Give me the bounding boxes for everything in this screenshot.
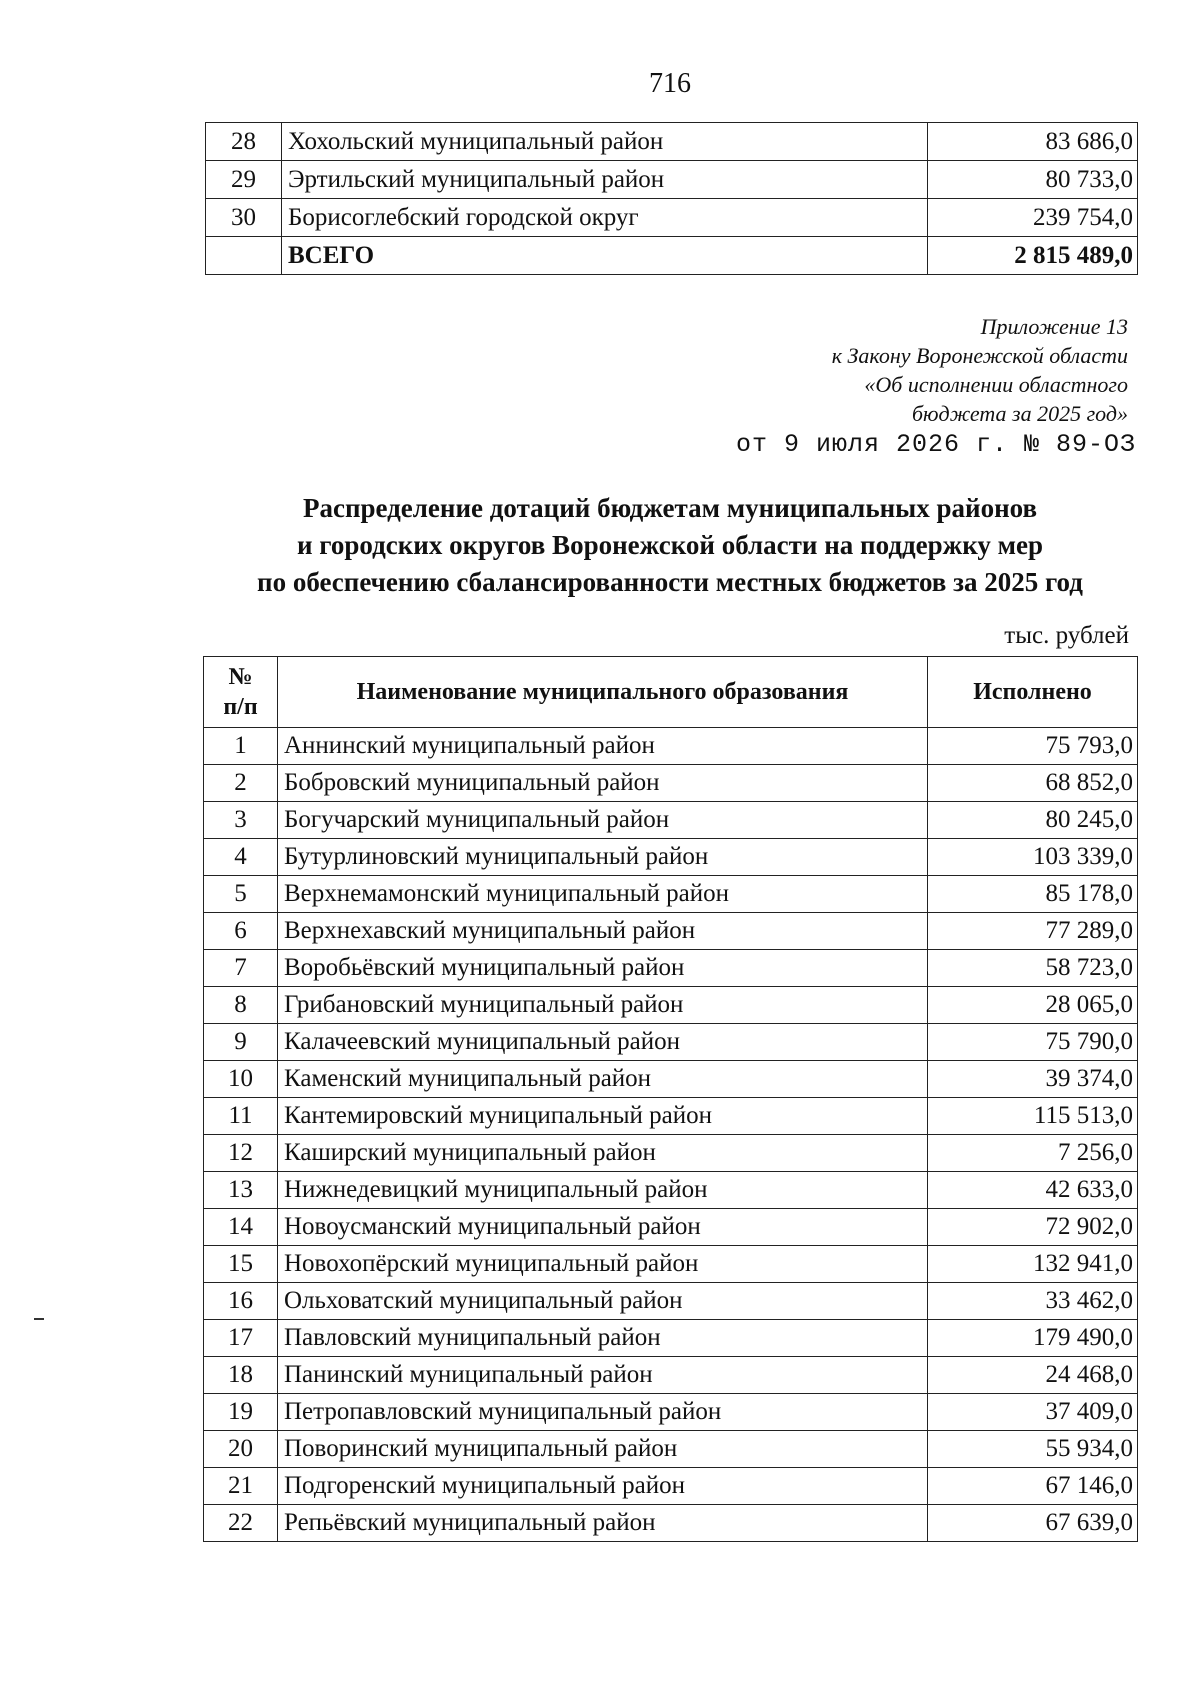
row-number: 17 xyxy=(204,1320,278,1357)
table-row xyxy=(204,1172,1138,1209)
appendix-line: к Закону Воронежской области xyxy=(831,343,1128,368)
table-row xyxy=(204,987,1138,1024)
row-name: Аннинский муниципальный район xyxy=(278,728,928,765)
margin-mark xyxy=(34,1318,44,1320)
total-row xyxy=(206,237,1138,275)
table-row xyxy=(204,1357,1138,1394)
table-row xyxy=(204,1135,1138,1172)
row-name: Панинский муниципальный район xyxy=(278,1357,928,1394)
decree-stamp: от 9 июля 2026 г. № 89-ОЗ xyxy=(735,430,1136,459)
table-row xyxy=(204,728,1138,765)
table-row xyxy=(204,1431,1138,1468)
row-number: 1 xyxy=(204,728,278,765)
row-name: Грибановский муниципальный район xyxy=(278,987,928,1024)
row-value: 83 686,0 xyxy=(928,123,1138,161)
row-name: Богучарский муниципальный район xyxy=(278,802,928,839)
row-value: 37 409,0 xyxy=(928,1394,1138,1431)
header-num xyxy=(204,657,278,728)
row-name: Бобровский муниципальный район xyxy=(278,765,928,802)
row-number: 9 xyxy=(204,1024,278,1061)
table-header-row xyxy=(204,657,1138,728)
row-value: 28 065,0 xyxy=(928,987,1138,1024)
row-name: Каменский муниципальный район xyxy=(278,1061,928,1098)
row-value: 80 733,0 xyxy=(928,161,1138,199)
row-name: Репьёвский муниципальный район xyxy=(278,1505,928,1542)
row-value: 67 146,0 xyxy=(928,1468,1138,1505)
appendix-note xyxy=(832,312,1128,428)
title-line: по обеспечению сбалансированности местных бюджетов за 2025 год xyxy=(257,567,1083,597)
table-row xyxy=(204,1209,1138,1246)
row-name: Бутурлиновский муниципальный район xyxy=(278,839,928,876)
row-number: 29 xyxy=(206,161,282,199)
row-number: 3 xyxy=(204,802,278,839)
row-number: 20 xyxy=(204,1431,278,1468)
continued-table xyxy=(205,122,1138,275)
row-number: 5 xyxy=(204,876,278,913)
row-name: Верхнехавский муниципальный район xyxy=(278,913,928,950)
title-line: и городских округов Воронежской области на поддержку мер xyxy=(296,530,1044,560)
row-number: 8 xyxy=(204,987,278,1024)
page-number: 716 xyxy=(649,68,691,99)
table-row xyxy=(204,1320,1138,1357)
row-name: Калачеевский муниципальный район xyxy=(278,1024,928,1061)
total-value: 2 815 489,0 xyxy=(928,237,1138,275)
table-row xyxy=(204,1024,1138,1061)
row-value: 39 374,0 xyxy=(928,1061,1138,1098)
appendix-line: «Об исполнении областного xyxy=(864,372,1128,397)
subsidy-table-body xyxy=(204,728,1138,1542)
row-number: 30 xyxy=(206,199,282,237)
table-row xyxy=(204,1246,1138,1283)
subsidy-table xyxy=(203,656,1138,1542)
row-name: Новоусманский муниципальный район xyxy=(278,1209,928,1246)
row-name: Петропавловский муниципальный район xyxy=(278,1394,928,1431)
row-value: 42 633,0 xyxy=(928,1172,1138,1209)
row-name: Кантемировский муниципальный район xyxy=(278,1098,928,1135)
row-number: 4 xyxy=(204,839,278,876)
row-name: Нижнедевицкий муниципальный район xyxy=(278,1172,928,1209)
row-value: 115 513,0 xyxy=(928,1098,1138,1135)
row-value: 33 462,0 xyxy=(928,1283,1138,1320)
row-number: 15 xyxy=(204,1246,278,1283)
row-value: 67 639,0 xyxy=(928,1505,1138,1542)
row-number: 6 xyxy=(204,913,278,950)
table-row xyxy=(204,950,1138,987)
total-label: ВСЕГО xyxy=(282,237,928,275)
row-name: Подгоренский муниципальный район xyxy=(278,1468,928,1505)
row-value: 68 852,0 xyxy=(928,765,1138,802)
appendix-line: бюджета за 2025 год» xyxy=(911,401,1128,426)
table-row xyxy=(204,765,1138,802)
row-value: 77 289,0 xyxy=(928,913,1138,950)
row-value: 132 941,0 xyxy=(928,1246,1138,1283)
table-row xyxy=(204,1098,1138,1135)
row-number: 10 xyxy=(204,1061,278,1098)
row-number: 14 xyxy=(204,1209,278,1246)
row-name: Воробьёвский муниципальный район xyxy=(278,950,928,987)
row-number: 18 xyxy=(204,1357,278,1394)
table-row xyxy=(204,913,1138,950)
table-row xyxy=(204,802,1138,839)
row-number: 16 xyxy=(204,1283,278,1320)
units-label: тыс. рублей xyxy=(1004,622,1129,649)
title-line: Распределение дотаций бюджетам муниципальных районов xyxy=(302,493,1038,523)
row-name: Эртильский муниципальный район xyxy=(282,161,928,199)
header-num-symbol: № xyxy=(228,664,253,690)
row-name: Ольховатский муниципальный район xyxy=(278,1283,928,1320)
table-row xyxy=(204,1468,1138,1505)
table-row xyxy=(206,199,1138,237)
continued-table-body xyxy=(206,123,1138,237)
row-value: 85 178,0 xyxy=(928,876,1138,913)
row-value: 7 256,0 xyxy=(928,1135,1138,1172)
table-row xyxy=(204,1394,1138,1431)
row-number: 2 xyxy=(204,765,278,802)
row-value: 239 754,0 xyxy=(928,199,1138,237)
table-row xyxy=(204,839,1138,876)
row-value: 55 934,0 xyxy=(928,1431,1138,1468)
row-value: 103 339,0 xyxy=(928,839,1138,876)
total-num-cell xyxy=(206,237,282,275)
header-name: Наименование муниципального образования xyxy=(278,657,928,728)
row-value: 75 790,0 xyxy=(928,1024,1138,1061)
row-value: 80 245,0 xyxy=(928,802,1138,839)
row-number: 13 xyxy=(204,1172,278,1209)
row-name: Поворинский муниципальный район xyxy=(278,1431,928,1468)
row-value: 75 793,0 xyxy=(928,728,1138,765)
row-number: 22 xyxy=(204,1505,278,1542)
row-value: 58 723,0 xyxy=(928,950,1138,987)
row-value: 72 902,0 xyxy=(928,1209,1138,1246)
row-number: 21 xyxy=(204,1468,278,1505)
row-name: Павловский муниципальный район xyxy=(278,1320,928,1357)
row-number: 7 xyxy=(204,950,278,987)
appendix-line: Приложение 13 xyxy=(980,314,1128,339)
row-number: 11 xyxy=(204,1098,278,1135)
row-number: 19 xyxy=(204,1394,278,1431)
row-value: 24 468,0 xyxy=(928,1357,1138,1394)
row-value: 179 490,0 xyxy=(928,1320,1138,1357)
table-row xyxy=(206,161,1138,199)
table-row xyxy=(204,876,1138,913)
table-row xyxy=(204,1061,1138,1098)
header-value: Исполнено xyxy=(928,657,1138,728)
row-name: Верхнемамонский муниципальный район xyxy=(278,876,928,913)
document-title xyxy=(0,490,1200,601)
row-name: Борисоглебский городской округ xyxy=(282,199,928,237)
row-name: Новохопёрский муниципальный район xyxy=(278,1246,928,1283)
row-number: 12 xyxy=(204,1135,278,1172)
table-row xyxy=(204,1505,1138,1542)
row-name: Хохольский муниципальный район xyxy=(282,123,928,161)
header-num-abbr: п/п xyxy=(223,694,258,720)
row-name: Каширский муниципальный район xyxy=(278,1135,928,1172)
table-row xyxy=(206,123,1138,161)
table-row xyxy=(204,1283,1138,1320)
row-number: 28 xyxy=(206,123,282,161)
